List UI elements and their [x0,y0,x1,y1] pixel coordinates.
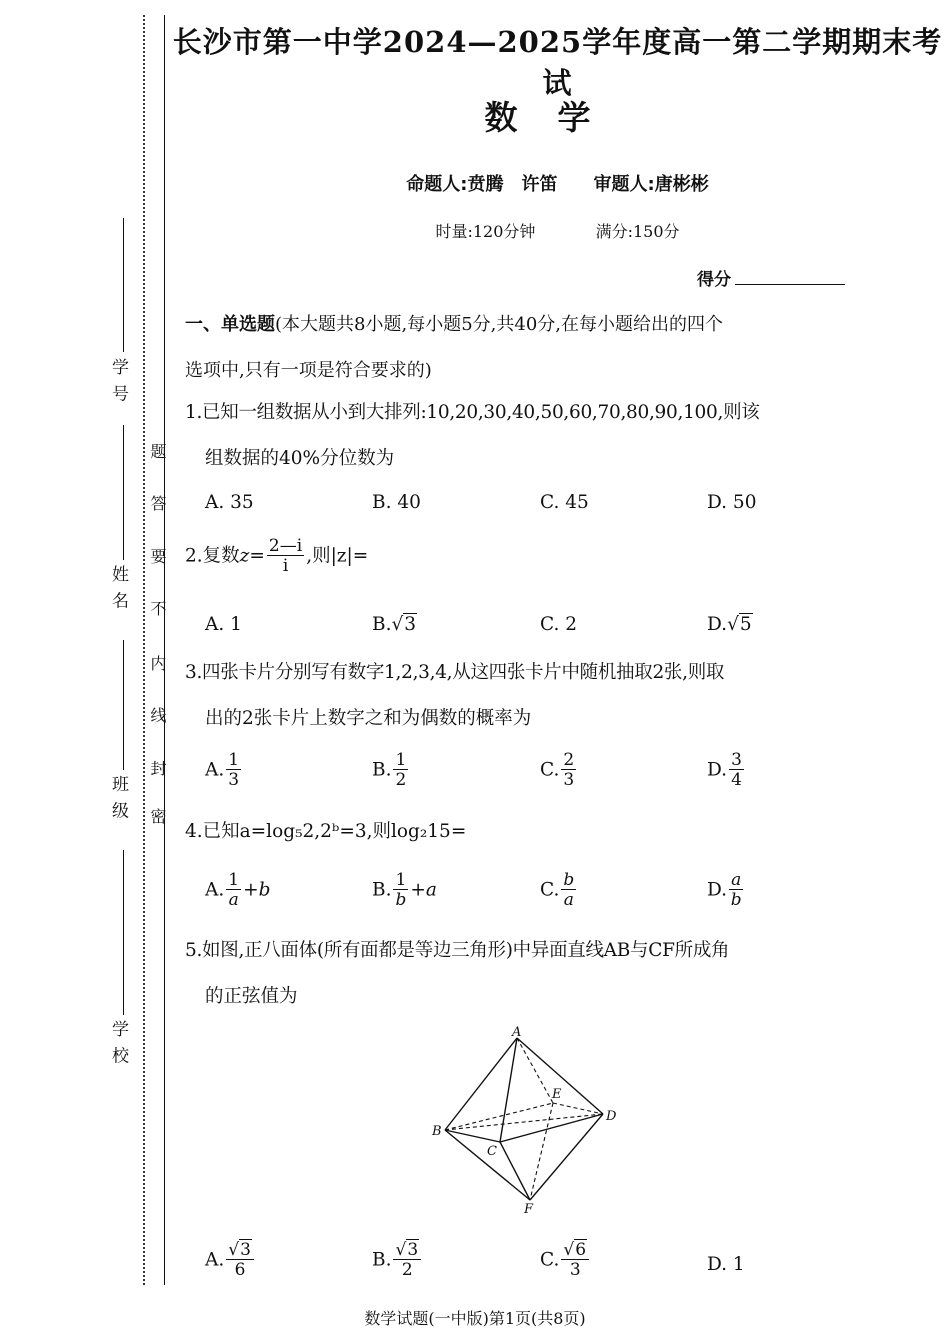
authors-line: 命题人:贲腾 许笛 审题人:唐彬彬 [406,174,709,195]
margin-line-4 [123,850,124,1015]
seal-solid-line [164,15,165,1285]
q5-line1: 5.如图,正八面体(所有面都是等边三角形)中异面直线AB与CF所成角 [185,940,730,961]
q2-num: 2—i [268,536,303,556]
q4-expr: a=log₅2,2ᵇ=3,则log₂15= [239,821,467,842]
seal-char: 要 [148,548,167,564]
frac-den: a [563,890,574,910]
score-field [697,265,845,290]
q3-option-d [707,752,746,789]
q3-option-a [205,752,243,789]
margin-student-no: 学 号 [108,358,128,404]
section1-desc-1: (本大题共8小题,每小题5分,共40分,在每小题给出的四个 [275,314,723,335]
q4-frac [561,872,576,909]
q4-label: A. [205,879,225,901]
q4-frac [393,872,408,909]
q2-optD-label: D. [707,614,728,635]
q5-frac [561,1242,589,1279]
q4-label: D. [707,879,728,901]
q3-label: D. [707,759,728,781]
frac-den: 2 [395,770,407,790]
radicand: 3 [407,1240,419,1260]
radicand: 3 [240,1240,251,1260]
q2-option-d [707,614,753,635]
frac-num: 1 [395,870,407,890]
octahedron-figure [425,1025,625,1215]
seal-char: 题 [148,443,167,459]
frac-num: a [731,870,742,890]
frac-num [393,1242,421,1260]
frac-den: 3 [563,770,575,790]
margin-line-2 [123,425,124,560]
q2-option-c: C. 2 [540,614,578,635]
q2-optD-radicand: 5 [739,614,752,635]
q5-text [185,928,855,1020]
q1-option-c: C. 45 [540,492,589,513]
q5-label: B. [372,1249,392,1271]
q5-option-b [372,1242,423,1279]
q2-suffix: ,则|z|= [306,545,369,567]
q3-line2: 出的2张卡片上数字之和为偶数的概率为 [205,708,532,729]
frac-den: a [228,890,239,910]
margin-name: 姓 名 [108,565,128,611]
q1-option-d: D. 50 [707,492,757,513]
q4-text [185,809,855,855]
exam-title: 长沙市第一中学2024—2025学年度高一第二学期期末考试 [172,25,943,100]
full-score: 满分:150分 [595,222,680,241]
point-label-D: D [606,1109,617,1124]
margin-line-1 [123,218,124,352]
q4-option-d [707,872,745,909]
seal-char: 封 [148,760,167,776]
subject-title: 数学 [484,98,631,137]
frac-den: 3 [569,1260,581,1280]
time-limit: 时量:120分钟 [435,222,536,241]
q4-frac [729,872,743,909]
section1-desc-2: 选项中,只有一项是符合要求的) [185,360,432,381]
frac-num: 2 [563,750,575,770]
q4-prefix: 4.已知 [185,821,240,842]
q5-line2: 的正弦值为 [205,986,298,1007]
q3-line1: 3.四张卡片分别写有数字1,2,3,4,从这四张卡片中随机抽取2张,则取 [185,662,725,683]
sqrt-sign: √ [228,1240,240,1260]
frac-den: b [395,890,407,910]
point-label-E: E [552,1087,562,1102]
point-label-C: C [487,1144,497,1159]
q3-frac [393,752,408,789]
section1-heading: 一、单选题 [185,314,275,335]
q4-tail: +b [243,879,271,901]
frac-den: 3 [228,770,240,790]
q2-text [185,538,855,575]
q4-label: B. [372,879,392,901]
point-label-F: F [524,1202,534,1215]
q2-optB-radicand: 3 [404,614,417,635]
q3-frac [226,752,241,789]
sqrt-sign: √ [727,614,739,635]
q3-option-c [540,752,578,789]
seal-dotted-line [143,15,145,1285]
seal-char: 不 [148,600,167,616]
score-label: 得分 [697,270,731,290]
time-info [165,219,950,242]
seal-char: 密 [148,808,167,824]
q4-option-b [372,872,437,909]
score-blank [735,284,845,285]
frac-num: 1 [228,750,240,770]
q5-frac [393,1242,421,1279]
q3-text [185,650,855,742]
q1-line1: 1.已知一组数据从小到大排列:10,20,30,40,50,60,70,80,90,100,则该 [185,402,760,423]
q2-optB-label: B. [372,614,392,635]
q2-fraction [267,538,304,575]
q5-label: A. [205,1249,225,1271]
q2-option-b [372,614,417,635]
q3-label: C. [540,759,560,781]
frac-num: 3 [731,750,742,770]
q5-label: C. [540,1249,560,1271]
margin-class: 班 级 [108,775,128,821]
margin-school: 学 校 [108,1020,128,1066]
q4-option-a [205,872,270,909]
point-label-A: A [512,1025,522,1040]
q3-frac [561,752,576,789]
frac-num: 1 [395,750,407,770]
margin-line-3 [123,640,124,770]
q1-line2: 组数据的40%分位数为 [205,448,395,469]
q3-label: B. [372,759,392,781]
q2-eq: = [249,545,265,567]
sqrt-sign: √ [395,1240,407,1260]
q5-frac [226,1242,254,1279]
q5-option-d: D. 1 [707,1254,745,1275]
q4-tail: +a [410,879,437,901]
q5-option-a [205,1242,256,1279]
q5-option-c [540,1242,591,1279]
q2-den: i [282,556,289,576]
q1-text [185,390,855,482]
q4-frac [226,872,241,909]
frac-num [226,1242,254,1260]
q2-option-a: A. 1 [205,614,242,635]
q3-option-b [372,752,410,789]
seal-char: 线 [148,707,167,723]
q1-option-a: A. 35 [205,492,254,513]
frac-den: 2 [401,1260,413,1280]
q1-option-b: B. 40 [372,492,421,513]
q3-frac [729,752,744,789]
q4-label: C. [540,879,560,901]
frac-den: 4 [731,770,742,790]
seal-char: 答 [148,495,167,511]
frac-num: b [563,870,575,890]
frac-num [561,1242,589,1260]
q4-option-c [540,872,578,909]
sqrt-sign: √ [563,1240,575,1260]
frac-den: b [730,890,742,910]
q2-prefix: 2.复数 [185,545,240,567]
point-label-B: B [432,1124,442,1139]
seal-char: 内 [148,655,167,671]
section1-intro [185,302,855,394]
page-footer: 数学试题(一中版)第1页(共8页) [364,1309,586,1328]
radicand: 6 [575,1240,587,1260]
q2-var: z [239,545,250,567]
sqrt-sign: √ [391,614,404,635]
frac-num: 1 [228,870,240,890]
q3-label: A. [205,759,225,781]
frac-den: 6 [234,1260,246,1280]
